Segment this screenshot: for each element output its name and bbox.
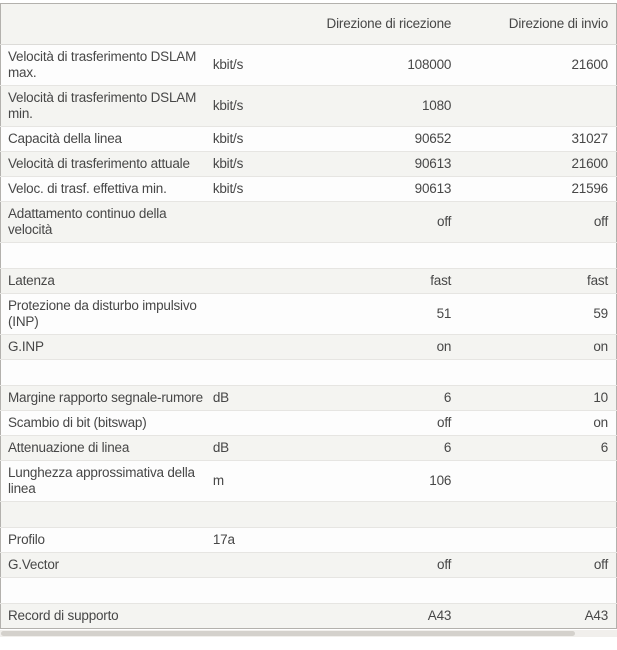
row-label: Velocità di trasferimento DSLAM max. — [1, 45, 207, 86]
table-row — [1, 335, 617, 360]
row-label: G.Vector — [1, 553, 207, 578]
unit-cell — [207, 269, 302, 294]
table-row — [1, 604, 617, 629]
tx-value-cell: 10 — [459, 386, 616, 411]
row-label: Protezione da disturbo impulsivo (INP) — [1, 294, 207, 335]
rx-value-cell: off — [302, 202, 459, 243]
rx-value-cell: on — [302, 335, 459, 360]
tx-value-cell: on — [459, 411, 616, 436]
column-header-send-direction: Direzione di invio — [459, 4, 616, 45]
unit-cell: m — [207, 461, 302, 502]
rx-value-cell: 1080 — [302, 86, 459, 127]
table-row — [1, 177, 617, 202]
tx-value-cell — [459, 86, 616, 127]
unit-cell: 17a — [207, 528, 302, 553]
rx-value-cell: 106 — [302, 461, 459, 502]
tx-value-cell: 6 — [459, 436, 616, 461]
table-row — [1, 269, 617, 294]
tx-value-cell: 21600 — [459, 45, 616, 86]
tx-value-cell: on — [459, 335, 616, 360]
table-row — [1, 86, 617, 127]
rx-value-cell: off — [302, 553, 459, 578]
row-label: Margine rapporto segnale-rumore — [1, 386, 207, 411]
unit-cell: kbit/s — [207, 127, 302, 152]
column-header-receive-direction: Direzione di ricezione — [302, 4, 459, 45]
unit-cell — [207, 202, 302, 243]
row-label: Attenuazione di linea — [1, 436, 207, 461]
table-row — [1, 386, 617, 411]
rx-value-cell: 90652 — [302, 127, 459, 152]
unit-cell — [207, 411, 302, 436]
row-label: Scambio di bit (bitswap) — [1, 411, 207, 436]
tx-value-cell: 59 — [459, 294, 616, 335]
unit-cell: kbit/s — [207, 86, 302, 127]
row-label: Veloc. di trasf. effettiva min. — [1, 177, 207, 202]
row-label: Profilo — [1, 528, 207, 553]
unit-cell: dB — [207, 386, 302, 411]
table-row — [1, 127, 617, 152]
rx-value-cell: 51 — [302, 294, 459, 335]
unit-cell: dB — [207, 436, 302, 461]
tx-value-cell: A43 — [459, 604, 616, 629]
column-header-label — [1, 4, 207, 45]
unit-cell — [207, 553, 302, 578]
tx-value-cell: 21596 — [459, 177, 616, 202]
tx-value-cell: 21600 — [459, 152, 616, 177]
rx-value-cell: off — [302, 411, 459, 436]
rx-value-cell: 6 — [302, 436, 459, 461]
row-label: Velocità di trasferimento DSLAM min. — [1, 86, 207, 127]
rx-value-cell: A43 — [302, 604, 459, 629]
table-row — [1, 45, 617, 86]
unit-cell — [207, 604, 302, 629]
unit-cell: kbit/s — [207, 177, 302, 202]
row-label: Capacità della linea — [1, 127, 207, 152]
row-label: Record di supporto — [1, 604, 207, 629]
tx-value-cell: fast — [459, 269, 616, 294]
spacer-row — [1, 578, 617, 604]
column-header-unit — [207, 4, 302, 45]
table-header-row — [1, 4, 617, 45]
table-row — [1, 528, 617, 553]
dsl-info-panel — [0, 3, 617, 629]
unit-cell — [207, 335, 302, 360]
spacer-row — [1, 502, 617, 528]
rx-value-cell: 90613 — [302, 177, 459, 202]
table-row — [1, 436, 617, 461]
rx-value-cell: fast — [302, 269, 459, 294]
table-row — [1, 294, 617, 335]
tx-value-cell — [459, 461, 616, 502]
row-label: Latenza — [1, 269, 207, 294]
rx-value-cell — [302, 528, 459, 553]
row-label: Adattamento continuo della velocità — [1, 202, 207, 243]
unit-cell: kbit/s — [207, 152, 302, 177]
spacer-row — [1, 360, 617, 386]
dsl-info-table — [0, 3, 617, 629]
table-row — [1, 553, 617, 578]
tx-value-cell: off — [459, 202, 616, 243]
row-label: Velocità di trasferimento attuale — [1, 152, 207, 177]
unit-cell — [207, 294, 302, 335]
table-row — [1, 411, 617, 436]
table-row — [1, 202, 617, 243]
table-row — [1, 461, 617, 502]
horizontal-scrollbar-track — [0, 630, 617, 637]
unit-cell: kbit/s — [207, 45, 302, 86]
rx-value-cell: 6 — [302, 386, 459, 411]
row-label: G.INP — [1, 335, 207, 360]
rx-value-cell: 90613 — [302, 152, 459, 177]
row-label: Lunghezza approssimativa della linea — [1, 461, 207, 502]
horizontal-scrollbar-thumb[interactable] — [1, 631, 575, 636]
rx-value-cell: 108000 — [302, 45, 459, 86]
table-row — [1, 152, 617, 177]
tx-value-cell: 31027 — [459, 127, 616, 152]
tx-value-cell: off — [459, 553, 616, 578]
spacer-row — [1, 243, 617, 269]
tx-value-cell — [459, 528, 616, 553]
